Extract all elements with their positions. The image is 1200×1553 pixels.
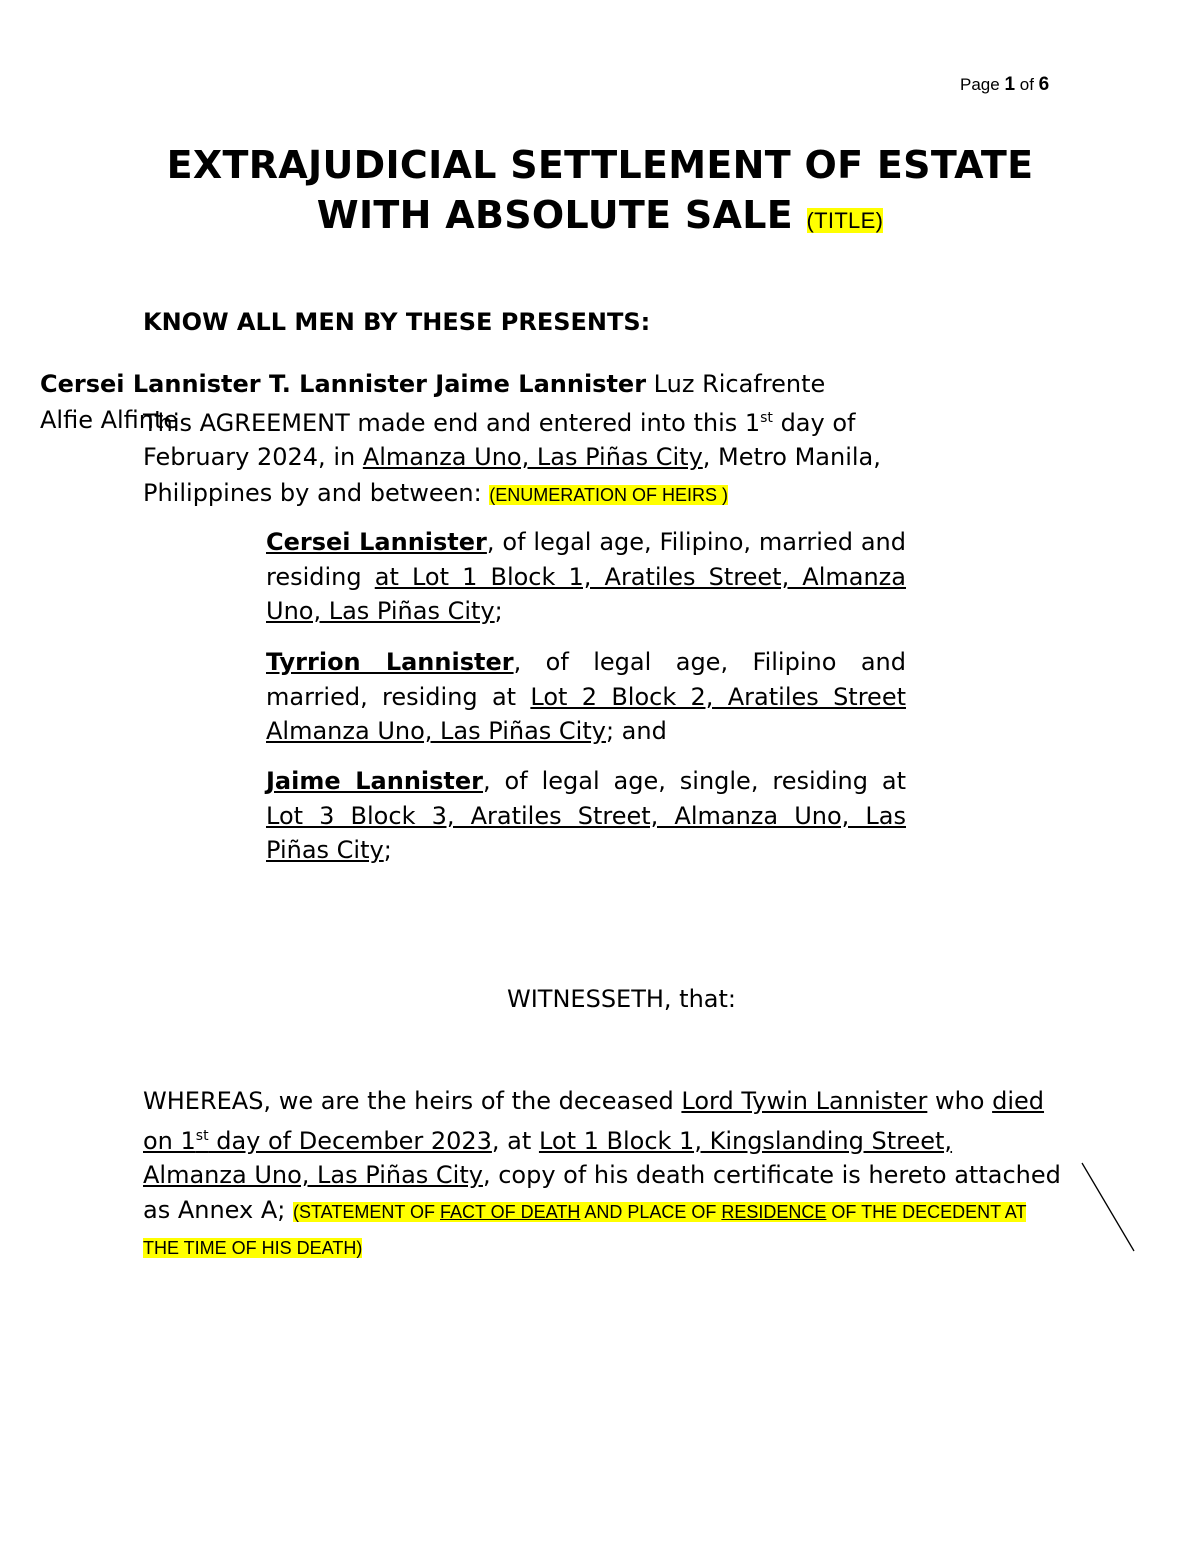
heir-name: Cersei Lannister: [266, 528, 487, 556]
heir-address: Lot 2 Block 2, Aratiles Street Almanza Uno, Las Piñas City: [266, 682, 906, 745]
agreement-sup: st: [760, 410, 773, 426]
agreement-line-1: [143, 409, 855, 437]
agreement-text: This AGREEMENT made end and entered into this 1: [143, 409, 761, 437]
margin-slash-line: [1078, 1160, 1138, 1255]
heir-address: at Lot 1 Block 1, Aratiles Street, Almanza Uno, Las Piñas City: [266, 562, 906, 625]
death-date: day of December 2023: [208, 1126, 492, 1155]
heir-name: Jaime Lannister: [266, 767, 484, 795]
agreement-text: Philippines by and between:: [143, 479, 490, 507]
page-total: 6: [1038, 74, 1050, 95]
page-of: of: [1015, 75, 1039, 94]
document-title-line2: [0, 193, 1200, 237]
whereas-text: who: [927, 1087, 993, 1115]
death-date: died on 1: [143, 1087, 1045, 1155]
tag-text: AND PLACE OF: [580, 1201, 722, 1222]
know-all-heading: KNOW ALL MEN BY THESE PRESENTS:: [143, 308, 651, 336]
agreement-text: February 2024, in: [143, 443, 363, 471]
tag-text: (STATEMENT OF: [293, 1201, 440, 1222]
heir-paragraph: [266, 645, 906, 749]
title-line2-text: WITH ABSOLUTE SALE: [316, 193, 794, 237]
heir-desc: , of legal age, Filipino and married, residing at: [266, 648, 906, 711]
whereas-text: , at: [491, 1126, 539, 1155]
names-line-2: Alfie Alfinte: [40, 406, 179, 434]
heir-address: Lot 3 Block 3, Aratiles Street, Almanza Uno, Las Piñas City: [266, 801, 906, 864]
page-number: [960, 74, 1049, 96]
heir-end: ; and: [605, 717, 667, 745]
whereas-text: WHEREAS, we are the heirs of the deceased: [143, 1087, 682, 1115]
death-place: Lot 1 Block 1, Kingslanding Street, Almanza Uno, Las Piñas City: [143, 1126, 953, 1189]
heir-end: ;: [494, 597, 503, 625]
agreement-line-2: [143, 443, 881, 471]
tag-text: OF THE DECEDENT AT THE TIME OF HIS DEATH): [143, 1201, 1027, 1258]
agreement-text: , Metro Manila,: [702, 443, 881, 471]
decedent-name: Lord Tywin Lannister: [681, 1087, 928, 1115]
title-tag: (TITLE): [806, 208, 884, 233]
page-label: Page: [960, 75, 1005, 94]
agreement-line-3: [143, 479, 728, 507]
names-bold: Cersei Lannister T. Lannister Jaime Lannister: [40, 370, 647, 398]
witnesseth-heading: WITNESSETH, that:: [507, 985, 737, 1013]
page-current: 1: [1004, 74, 1016, 95]
heir-name: Tyrrion Lannister: [266, 648, 514, 676]
heir-paragraph: [266, 764, 906, 868]
agreement-place: Almanza Uno, Las Piñas City: [362, 443, 703, 471]
heir-desc: , of legal age, Filipino, married and residing: [266, 528, 906, 591]
agreement-text: day of: [772, 409, 856, 437]
heir-paragraph: [266, 525, 906, 629]
heir-desc: , of legal age, single, residing at: [483, 767, 907, 795]
whereas-text: , copy of his death certificate is hereto attached as Annex A;: [143, 1161, 1061, 1224]
tag-fact-of-death: FACT OF DEATH: [440, 1201, 581, 1222]
whereas-paragraph: [143, 1084, 1063, 1266]
heir-end: ;: [383, 836, 392, 864]
names-line: [40, 370, 825, 398]
tag-residence: RESIDENCE: [721, 1201, 827, 1222]
enumeration-tag: (ENUMERATION OF HEIRS ): [489, 485, 728, 505]
document-title-line1: EXTRAJUDICIAL SETTLEMENT OF ESTATE: [166, 143, 1034, 187]
names-normal: Luz Ricafrente: [646, 370, 826, 398]
death-date-sup: st: [195, 1127, 209, 1144]
